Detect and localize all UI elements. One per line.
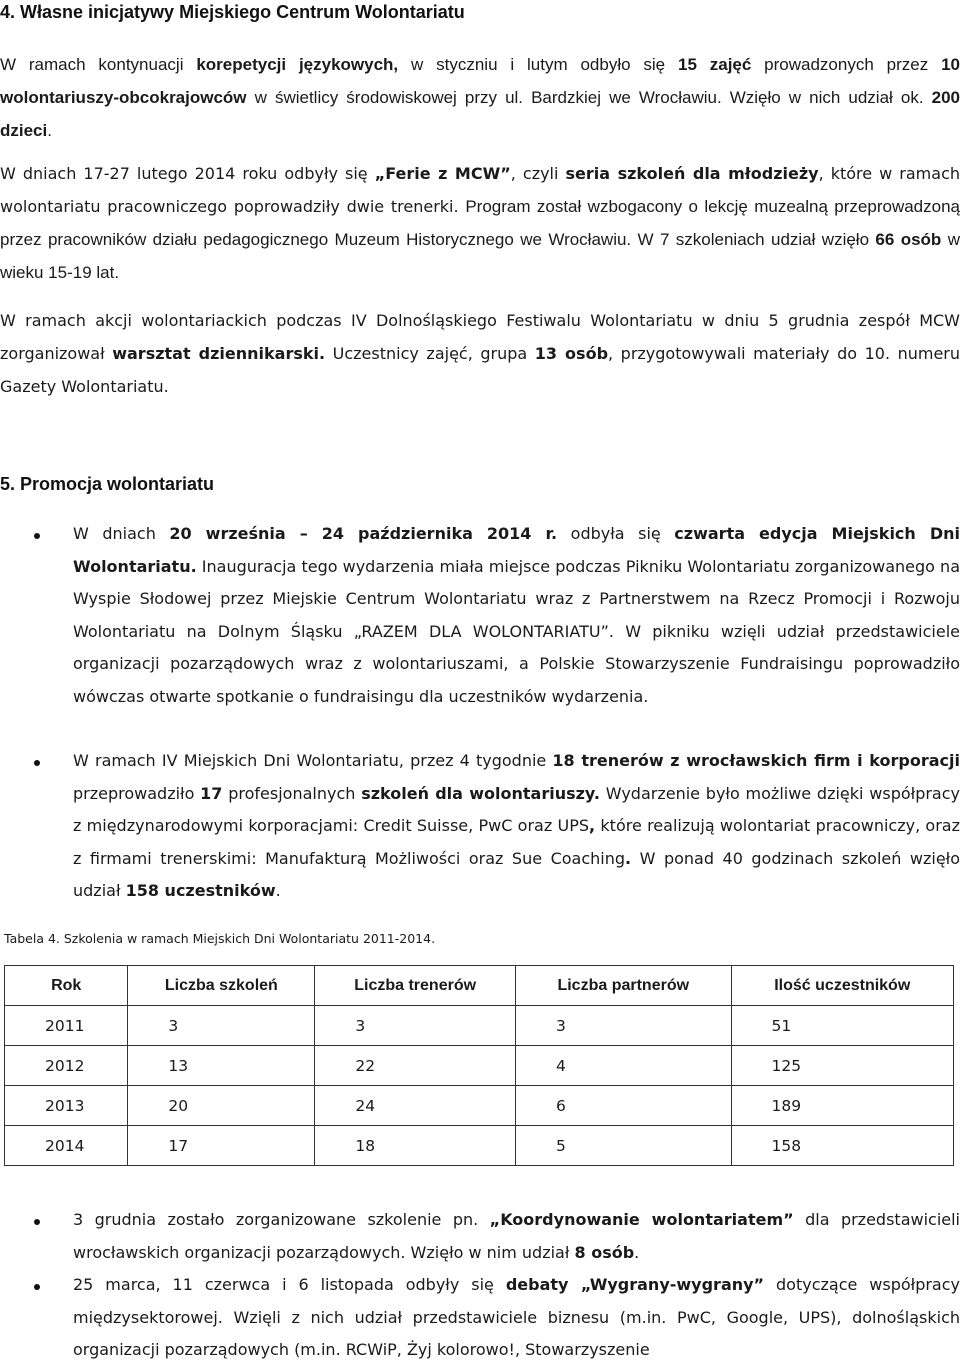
table-cell: 24 bbox=[315, 1086, 516, 1126]
bullet-dot bbox=[34, 1219, 40, 1225]
table-cell: 2013 bbox=[5, 1086, 128, 1126]
list-item-debates: 25 marca, 11 czerwca i 6 listopada odbyły się debaty „Wygrany-wygrany” dotyczące współpracy międzysektorowej. Wzięli z nich udział przedstawiciele biznesu (m.in. PwC, Google, UPS), dolnośląskich organizacji pozarządowych (m.in. RCWiP, Żyj kolorowo!, Stowarzyszenie bbox=[73, 1275, 960, 1359]
column-header: Liczba szkoleń bbox=[128, 966, 315, 1006]
paragraph-ferie-z-mcw: W dniach 17-27 lutego 2014 roku odbyły się „Ferie z MCW”, czyli seria szkoleń dla młodzieży, które w ramach wolontariatu pracowniczego poprowadziły dwie trenerki. Program został wzbogacony o lekcję muzealną przeprowadzoną przez pracowników działu pedagogicznego Muzeum Historycznego we Wrocławiu. W 7 szkoleniach udział wzięło 66 osób w wieku 15-19 lat. bbox=[0, 164, 960, 282]
table-row bbox=[5, 1086, 954, 1126]
table-row bbox=[5, 1126, 954, 1166]
column-header: Ilość uczestników bbox=[731, 966, 953, 1006]
bullet-dot bbox=[34, 533, 40, 539]
table-cell: 20 bbox=[128, 1086, 315, 1126]
table-header-row bbox=[5, 966, 954, 1006]
table-cell: 125 bbox=[731, 1046, 953, 1086]
list-item-coordination-training: 3 grudnia zostało zorganizowane szkolenie pn. „Koordynowanie wolontariatem” dla przedstawicieli wrocławskich organizacji pozarządowych. Wzięło w nim udział 8 osób. bbox=[73, 1210, 960, 1262]
table-cell: 189 bbox=[731, 1086, 953, 1126]
section-5-heading: 5. Promocja wolontariatu bbox=[0, 474, 215, 494]
bullet-dot bbox=[34, 1284, 40, 1290]
bullet-dot bbox=[34, 760, 40, 766]
list-item-volunteering-days: W dniach 20 września – 24 października 2014 r. odbyła się czwarta edycja Miejskich Dni Wolontariatu. Inauguracja tego wydarzenia miała miejsce podczas Pikniku Wolontariatu zorganizowanego na Wyspie Słodowej przez Miejskie Centrum Wolontariatu wraz z Partnerstwem na Rzecz Promocji i Rozwoju Wolontariatu na Dolnym Śląsku „RAZEM DLA WOLONTARIATU”. W pikniku wzięli udział przedstawiciele organizacji pozarządowych wraz z wolontariuszami, a Polskie Stowarzyszenie Fundraisingu poprowadziło wówczas otwarte spotkanie o fundraisingu dla uczestników wydarzenia. bbox=[73, 524, 960, 706]
table-cell: 18 bbox=[315, 1126, 516, 1166]
table-cell: 3 bbox=[315, 1006, 516, 1046]
table-cell: 3 bbox=[515, 1006, 731, 1046]
training-table bbox=[4, 965, 954, 1166]
column-header: Liczba partnerów bbox=[515, 966, 731, 1006]
table-cell: 2012 bbox=[5, 1046, 128, 1086]
paragraph-journalism-workshop: W ramach akcji wolontariackich podczas IV Dolnośląskiego Festiwalu Wolontariatu w dniu 5 grudnia zespół MCW zorganizował warsztat dziennikarski. Uczestnicy zajęć, grupa 13 osób, przygotowywali materiały do 10. numeru Gazety Wolontariatu. bbox=[0, 311, 960, 396]
table-cell: 17 bbox=[128, 1126, 315, 1166]
table-cell: 6 bbox=[515, 1086, 731, 1126]
table-cell: 51 bbox=[731, 1006, 953, 1046]
table-cell: 22 bbox=[315, 1046, 516, 1086]
column-header: Rok bbox=[5, 966, 128, 1006]
table-cell: 2011 bbox=[5, 1006, 128, 1046]
table-cell: 13 bbox=[128, 1046, 315, 1086]
list-item-trainers: W ramach IV Miejskich Dni Wolontariatu, przez 4 tygodnie 18 trenerów z wrocławskich firm i korporacji przeprowadziło 17 profesjonalnych szkoleń dla wolontariuszy. Wydarzenie było możliwe dzięki współpracy z międzynarodowymi korporacjami: Credit Suisse, PwC oraz UPS, które realizują wolontariat pracowniczy, oraz z firmami trenerskimi: Manufakturą Możliwości oraz Sue Coaching. W ponad 40 godzinach szkoleń wzięło udział 158 uczestników. bbox=[73, 751, 960, 900]
table-cell: 5 bbox=[515, 1126, 731, 1166]
table-row bbox=[5, 1046, 954, 1086]
section-4-heading: 4. Własne inicjatywy Miejskiego Centrum Wolontariatu bbox=[0, 2, 465, 22]
table-cell: 3 bbox=[128, 1006, 315, 1046]
table-cell: 158 bbox=[731, 1126, 953, 1166]
table-cell: 4 bbox=[515, 1046, 731, 1086]
table-row bbox=[5, 1006, 954, 1046]
table-caption: Tabela 4. Szkolenia w ramach Miejskich Dni Wolontariatu 2011-2014. bbox=[4, 931, 436, 946]
paragraph-language-tutoring: W ramach kontynuacji korepetycji językowych, w styczniu i lutym odbyło się 15 zajęć prowadzonych przez 10 wolontariuszy-obcokrajowców w świetlicy środowiskowej przy ul. Bardzkiej we Wrocławiu. Wzięło w nich udział ok. 200 dzieci. bbox=[0, 55, 960, 140]
column-header: Liczba trenerów bbox=[315, 966, 516, 1006]
table-cell: 2014 bbox=[5, 1126, 128, 1166]
